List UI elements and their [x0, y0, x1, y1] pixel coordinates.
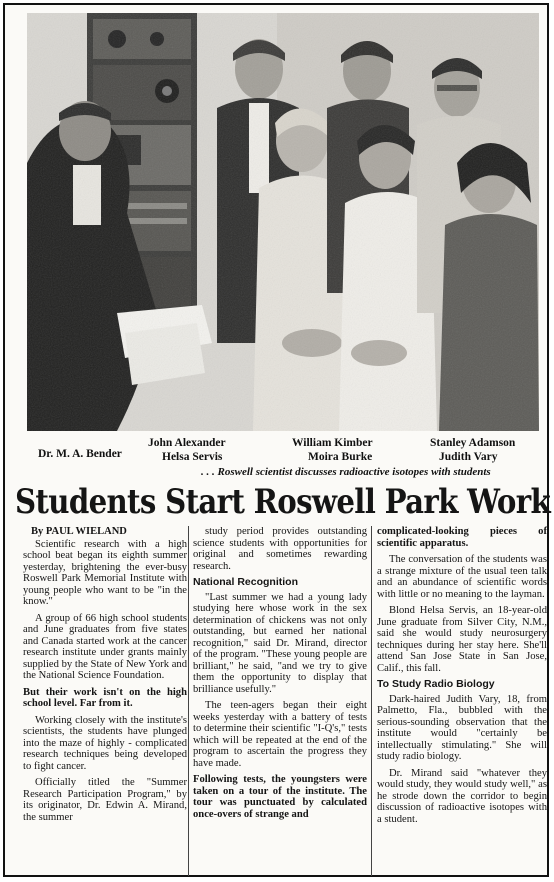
caption-name-burke: Moira Burke	[308, 451, 373, 463]
caption-name-servis: Helsa Servis	[162, 451, 223, 463]
article-paragraph: Dr. Mirand said "whatever they would study, they would study well," as he strode down the corridor to begin discussion of radioactive isotopes with a student.	[377, 767, 547, 825]
article-paragraph: Officially titled the "Summer Research Participation Program," by its originator, Dr. Edwin A. Mirand, the summer	[23, 777, 187, 823]
article-paragraph: complicated-looking pieces of scientific apparatus.	[377, 526, 547, 549]
caption-name-bender: Dr. M. A. Bender	[38, 448, 122, 460]
section-subhead: To Study Radio Biology	[377, 678, 495, 690]
article-paragraph: A group of 66 high school students and June graduates from five states and Canada started work at the cancer research institute under grants mainly supplied by the State of New York and the National Science Foundation.	[23, 612, 187, 681]
article-paragraph: Working closely with the institute's scientists, the students have plunged into the maze of highly - complicated research techniques being developed to fight cancer.	[23, 714, 187, 772]
caption-name-adamson: Stanley Adamson	[430, 437, 516, 449]
column-3-body	[377, 526, 547, 825]
article-paragraph: "Last summer we had a young lady studying here whose work in the sex determination of chickens was not only outstanding, but earned her national recognition," said Dr. Mirand, director of the program. "These young people are brilliant," he said, "and we try to give them the opportunity to display that brilliance usefully."	[193, 591, 367, 695]
article-byline: By PAUL WIELAND	[31, 526, 127, 537]
column-1-body	[23, 539, 187, 824]
article-paragraph: But their work isn't on the high school level. Far from it.	[23, 686, 187, 709]
photo-subcaption: . . . Roswell scientist discusses radioactive isotopes with students	[201, 466, 491, 478]
article-column-2	[193, 526, 367, 825]
caption-name-alexander: John Alexander	[148, 437, 226, 449]
article-paragraph: The conversation of the students was a strange mixture of the usual teen talk and an abundance of scientific words with little or no meaning to the layman.	[377, 554, 547, 600]
column-divider	[371, 526, 372, 876]
column-divider	[188, 526, 189, 876]
caption-name-vary: Judith Vary	[439, 451, 498, 463]
article-paragraph: Blond Helsa Servis, an 18-year-old June graduate from Silver City, N.M., said she would study neurosurgery techniques during her stay here. She'll attend San Jose State in San Jose, Calif., this fall.	[377, 605, 547, 674]
article-paragraph: Scientific research with a high school beat began its eighth summer yesterday, brightening the ever-busy Roswell Park Memorial Institute with young people who want to be "in the know."	[23, 538, 187, 607]
article-column-3	[377, 526, 547, 830]
article-column-1	[23, 526, 187, 828]
caption-name-kimber: William Kimber	[292, 437, 373, 449]
article-paragraph: Dark-haired Judith Vary, 18, from Palmetto, Fla., bubbled with the serious-sounding observation that the institute would "certainly be intellectually stimulating." She will study radio biology.	[377, 693, 547, 762]
section-subhead: National Recognition	[193, 576, 298, 588]
news-photo	[27, 13, 539, 431]
column-2-body	[193, 526, 367, 820]
article-paragraph: The teen-agers began their eight weeks yesterday with a battery of tests to determine their scientific "I-Q's," tests which will be repeated at the end of the program to ascertain the progress they have made.	[193, 700, 367, 769]
article-paragraph: Following tests, the youngsters were taken on a tour of the institute. The tour was punctuated by calculated once-overs of strange and	[193, 774, 367, 820]
article-paragraph: study period provides outstanding science students with opportunities for original and sometimes rewarding research.	[193, 526, 367, 572]
photo-illustration	[27, 13, 539, 431]
clipping-frame	[3, 3, 549, 877]
article-headline: Students Start Roswell Park Work	[15, 482, 551, 522]
